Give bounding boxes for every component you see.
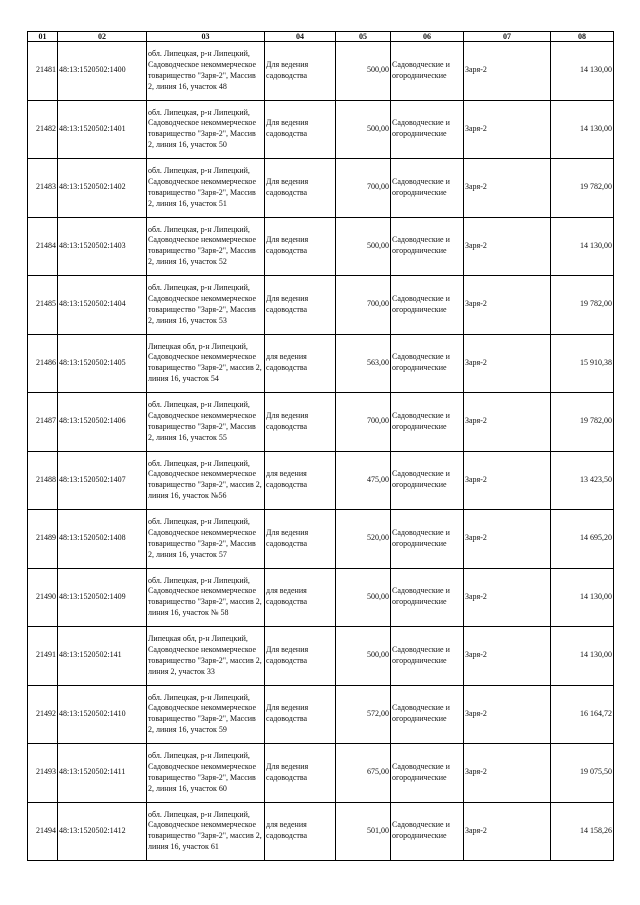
land-registry-table (27, 31, 614, 861)
address: обл. Липецкая, р-н Липецкий, Садоводческое некоммерческое товарищество "Заря-2", Массив 2, линия 16, участок 57 (147, 510, 265, 569)
address: обл. Липецкая, р-н Липецкий, Садоводческое некоммерческое товарищество "Заря-2", массив 2, линия 16, участок №56 (147, 451, 265, 510)
settlement-name: Заря-2 (464, 802, 551, 861)
area-value: 563,00 (336, 334, 391, 393)
address: обл. Липецкая, р-н Липецкий, Садоводческое некоммерческое товарищество "Заря-2", Массив 2, линия 16, участок 55 (147, 393, 265, 452)
cadastral-value: 14 130,00 (551, 568, 614, 627)
cadastral-number: 48:13:1520502:1406 (58, 393, 147, 452)
cadastral-number: 48:13:1520502:1403 (58, 217, 147, 276)
permitted-use: Для ведения садоводства (265, 100, 336, 159)
row-number: 21488 (28, 451, 58, 510)
permitted-use: для ведения садоводства (265, 451, 336, 510)
area-value: 500,00 (336, 42, 391, 101)
settlement-name: Заря-2 (464, 159, 551, 218)
row-number: 21490 (28, 568, 58, 627)
settlement-name: Заря-2 (464, 217, 551, 276)
area-value: 500,00 (336, 100, 391, 159)
settlement-name: Заря-2 (464, 276, 551, 335)
address: Липецкая обл, р-н Липецкий, Садоводческое некоммерческое товарищество "Заря-2", массив 2, линия 2, участок 33 (147, 627, 265, 686)
address: обл. Липецкая, р-н Липецкий, Садоводческое некоммерческое товарищество "Заря-2", массив 2, линия 16, участок № 58 (147, 568, 265, 627)
address: обл. Липецкая, р-н Липецкий, Садоводческое некоммерческое товарищество "Заря-2", массив 2, линия 16, участок 61 (147, 802, 265, 861)
settlement-name: Заря-2 (464, 451, 551, 510)
address: Липецкая обл, р-н Липецкий, Садоводческое некоммерческое товарищество "Заря-2", массив 2, линия 16, участок 54 (147, 334, 265, 393)
permitted-use: для ведения садоводства (265, 568, 336, 627)
row-number: 21493 (28, 744, 58, 803)
area-value: 675,00 (336, 744, 391, 803)
cadastral-value: 19 782,00 (551, 393, 614, 452)
permitted-use: для ведения садоводства (265, 334, 336, 393)
permitted-use: Для ведения садоводства (265, 627, 336, 686)
cadastral-value: 14 130,00 (551, 217, 614, 276)
land-category: Садоводческие и огороднические (391, 100, 464, 159)
settlement-name: Заря-2 (464, 100, 551, 159)
row-number: 21486 (28, 334, 58, 393)
land-category: Садоводческие и огороднические (391, 627, 464, 686)
cadastral-number: 48:13:1520502:1404 (58, 276, 147, 335)
cadastral-value: 19 075,50 (551, 744, 614, 803)
cadastral-value: 19 782,00 (551, 159, 614, 218)
permitted-use: Для ведения садоводства (265, 510, 336, 569)
area-value: 700,00 (336, 276, 391, 335)
area-value: 520,00 (336, 510, 391, 569)
cadastral-value: 19 782,00 (551, 276, 614, 335)
column-header: 02 (58, 32, 147, 42)
permitted-use: Для ведения садоводства (265, 685, 336, 744)
land-category: Садоводческие и огороднические (391, 568, 464, 627)
table-row (28, 100, 614, 159)
table-row (28, 42, 614, 101)
land-category: Садоводческие и огороднические (391, 334, 464, 393)
table-row (28, 627, 614, 686)
column-header: 03 (147, 32, 265, 42)
table-body (28, 42, 614, 861)
cadastral-value: 13 423,50 (551, 451, 614, 510)
permitted-use: Для ведения садоводства (265, 42, 336, 101)
permitted-use: Для ведения садоводства (265, 393, 336, 452)
column-header: 04 (265, 32, 336, 42)
land-category: Садоводческие и огороднические (391, 451, 464, 510)
address: обл. Липецкая, р-н Липецкий, Садоводческое некоммерческое товарищество "Заря-2", Массив 2, линия 16, участок 53 (147, 276, 265, 335)
cadastral-number: 48:13:1520502:1401 (58, 100, 147, 159)
permitted-use: для ведения садоводства (265, 802, 336, 861)
cadastral-number: 48:13:1520502:1411 (58, 744, 147, 803)
table-row (28, 276, 614, 335)
row-number: 21484 (28, 217, 58, 276)
area-value: 572,00 (336, 685, 391, 744)
land-category: Садоводческие и огороднические (391, 393, 464, 452)
address: обл. Липецкая, р-н Липецкий, Садоводческое некоммерческое товарищество "Заря-2", Массив 2, линия 16, участок 50 (147, 100, 265, 159)
land-category: Садоводческие и огороднические (391, 685, 464, 744)
cadastral-value: 14 695,20 (551, 510, 614, 569)
settlement-name: Заря-2 (464, 685, 551, 744)
area-value: 500,00 (336, 217, 391, 276)
table-row (28, 159, 614, 218)
area-value: 700,00 (336, 159, 391, 218)
row-number: 21494 (28, 802, 58, 861)
area-value: 475,00 (336, 451, 391, 510)
cadastral-number: 48:13:1520502:1402 (58, 159, 147, 218)
table-row (28, 802, 614, 861)
column-header: 01 (28, 32, 58, 42)
header-row (28, 32, 614, 42)
address: обл. Липецкая, р-н Липецкий, Садоводческое некоммерческое товарищество "Заря-2", Массив 2, линия 16, участок 59 (147, 685, 265, 744)
cadastral-value: 14 130,00 (551, 42, 614, 101)
row-number: 21489 (28, 510, 58, 569)
address: обл. Липецкая, р-н Липецкий, Садоводческое некоммерческое товарищество "Заря-2", Массив 2, линия 16, участок 52 (147, 217, 265, 276)
column-header: 07 (464, 32, 551, 42)
table-row (28, 451, 614, 510)
table-row (28, 685, 614, 744)
row-number: 21487 (28, 393, 58, 452)
permitted-use: Для ведения садоводства (265, 276, 336, 335)
cadastral-number: 48:13:1520502:1400 (58, 42, 147, 101)
settlement-name: Заря-2 (464, 510, 551, 569)
row-number: 21485 (28, 276, 58, 335)
address: обл. Липецкая, р-н Липецкий, Садоводческое некоммерческое товарищество "Заря-2", Массив 2, линия 16, участок 51 (147, 159, 265, 218)
table-row (28, 393, 614, 452)
settlement-name: Заря-2 (464, 627, 551, 686)
cadastral-value: 15 910,38 (551, 334, 614, 393)
row-number: 21492 (28, 685, 58, 744)
address: обл. Липецкая, р-н Липецкий, Садоводческое некоммерческое товарищество "Заря-2", Массив 2, линия 16, участок 48 (147, 42, 265, 101)
settlement-name: Заря-2 (464, 568, 551, 627)
row-number: 21491 (28, 627, 58, 686)
cadastral-number: 48:13:1520502:1409 (58, 568, 147, 627)
area-value: 500,00 (336, 568, 391, 627)
row-number: 21482 (28, 100, 58, 159)
land-category: Садоводческие и огороднические (391, 276, 464, 335)
land-category: Садоводческие и огороднические (391, 510, 464, 569)
table-row (28, 217, 614, 276)
table-row (28, 744, 614, 803)
table-row (28, 510, 614, 569)
column-header: 06 (391, 32, 464, 42)
row-number: 21483 (28, 159, 58, 218)
settlement-name: Заря-2 (464, 42, 551, 101)
area-value: 500,00 (336, 627, 391, 686)
cadastral-value: 14 130,00 (551, 627, 614, 686)
land-category: Садоводческие и огороднические (391, 217, 464, 276)
cadastral-value: 14 130,00 (551, 100, 614, 159)
cadastral-number: 48:13:1520502:1408 (58, 510, 147, 569)
column-header: 08 (551, 32, 614, 42)
cadastral-value: 16 164,72 (551, 685, 614, 744)
row-number: 21481 (28, 42, 58, 101)
permitted-use: Для ведения садоводства (265, 744, 336, 803)
cadastral-number: 48:13:1520502:141 (58, 627, 147, 686)
cadastral-value: 14 158,26 (551, 802, 614, 861)
area-value: 501,00 (336, 802, 391, 861)
address: обл. Липецкая, р-н Липецкий, Садоводческое некоммерческое товарищество "Заря-2", Массив 2, линия 16, участок 60 (147, 744, 265, 803)
table-row (28, 568, 614, 627)
settlement-name: Заря-2 (464, 334, 551, 393)
land-category: Садоводческие и огороднические (391, 42, 464, 101)
table-row (28, 334, 614, 393)
permitted-use: Для ведения садоводства (265, 159, 336, 218)
column-header: 05 (336, 32, 391, 42)
settlement-name: Заря-2 (464, 393, 551, 452)
cadastral-number: 48:13:1520502:1410 (58, 685, 147, 744)
permitted-use: Для ведения садоводства (265, 217, 336, 276)
cadastral-number: 48:13:1520502:1407 (58, 451, 147, 510)
land-category: Садоводческие и огороднические (391, 159, 464, 218)
area-value: 700,00 (336, 393, 391, 452)
settlement-name: Заря-2 (464, 744, 551, 803)
land-category: Садоводческие и огороднические (391, 744, 464, 803)
cadastral-number: 48:13:1520502:1412 (58, 802, 147, 861)
cadastral-number: 48:13:1520502:1405 (58, 334, 147, 393)
land-category: Садоводческие и огороднические (391, 802, 464, 861)
